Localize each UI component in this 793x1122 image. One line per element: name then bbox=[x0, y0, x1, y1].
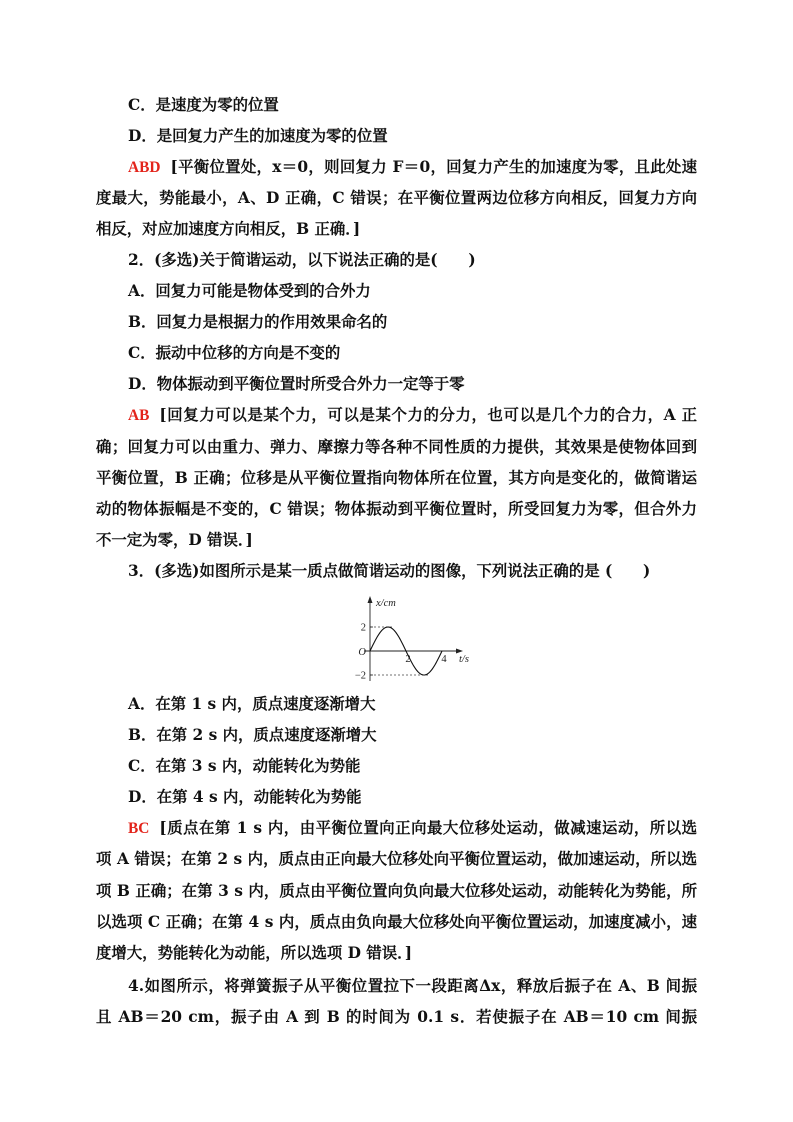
answer-line: 相反，对应加速度方向相反，B 正确．] bbox=[96, 219, 361, 238]
answer-line: 动的物体振幅是不变的，C 错误；物体振动到平衡位置时，所受回复力为零，但合外力 bbox=[96, 499, 697, 518]
x-axis-label: t/s bbox=[459, 653, 469, 665]
y-tick-label: −2 bbox=[354, 670, 366, 681]
x-tick-label: 4 bbox=[441, 653, 447, 665]
answer-line: 平衡位置，B 正确；位移是从平衡位置指向物体所在位置，其方向是变化的，做简谐运 bbox=[96, 468, 697, 487]
option-b: B．回复力是根据力的作用效果命名的 bbox=[128, 313, 388, 332]
answer-line: 以选项 C 正确；在第 4 s 内，质点由负向最大位移处向平衡位置运动，加速度减小，速 bbox=[96, 912, 697, 931]
answer-first-line bbox=[96, 400, 697, 431]
question-stem-continued: 且 AB＝20 cm，振子由 A 到 B 的时间为 0.1 s．若使振子在 AB＝10 cm 间振 bbox=[96, 1008, 697, 1027]
answer-text: [平衡位置处，x＝0，则回复力 F＝0，回复力产生的加速度为零，且此处速 bbox=[170, 157, 697, 176]
answer-first-line bbox=[96, 813, 697, 844]
option-d: D．物体振动到平衡位置时所受合外力一定等于零 bbox=[128, 375, 465, 394]
answer-key: AB bbox=[128, 407, 150, 425]
y-tick-label: 2 bbox=[360, 622, 366, 633]
option-c: C．在第 3 s 内，动能转化为势能 bbox=[128, 757, 361, 776]
answer-line: 度增大，势能转化为动能，所以选项 D 错误．] bbox=[96, 943, 413, 962]
option-b: B．在第 2 s 内，质点速度逐渐增大 bbox=[128, 726, 377, 745]
answer-line: 不一定为零，D 错误．] bbox=[96, 530, 253, 549]
option-a: A．在第 1 s 内，质点速度逐渐增大 bbox=[128, 695, 376, 713]
question-stem: 2．(多选)关于简谐运动，以下说法正确的是( ) bbox=[128, 250, 476, 269]
answer-line: 项 A 错误；在第 2 s 内，质点由正向最大位移处向平衡位置运动，做加速运动，所以选 bbox=[96, 850, 697, 869]
y-axis-label: x/cm bbox=[376, 597, 396, 609]
option-c: C．振动中位移的方向是不变的 bbox=[128, 344, 341, 363]
answer-text: [质点在第 1 s 内，由平衡位置向正向最大位移处运动，做减速运动，所以选 bbox=[159, 819, 697, 838]
answer-key: ABD bbox=[128, 158, 161, 176]
answer-text: [回复力可以是某个力，可以是某个力的分力，也可以是几个力的合力，A 正 bbox=[159, 406, 697, 425]
answer-first-line bbox=[96, 152, 697, 183]
option-a: A．回复力可能是物体受到的合外力 bbox=[128, 282, 371, 301]
x-tick-label: 2 bbox=[405, 653, 411, 665]
figure bbox=[96, 587, 697, 689]
option-d: D．是回复力产生的加速度为零的位置 bbox=[128, 126, 388, 145]
option-d: D．在第 4 s 内，动能转化为势能 bbox=[128, 788, 362, 807]
shm-graph bbox=[340, 592, 480, 684]
option-c: C．是速度为零的位置 bbox=[128, 95, 279, 114]
question-stem: 4.如图所示，将弹簧振子从平衡位置拉下一段距离Δx，释放后振子在 A、B 间振 bbox=[128, 977, 697, 996]
answer-line: 度最大，势能最小，A、D 正确，C 错误；在平衡位置两边位移方向相反，回复力方向 bbox=[96, 188, 697, 207]
answer-line: 项 B 正确；在第 3 s 内，质点由平衡位置向负向最大位移处运动，动能转化为势能，所 bbox=[96, 881, 697, 900]
document-page bbox=[96, 90, 697, 1034]
origin-label: O bbox=[358, 646, 366, 658]
x-axis-arrow bbox=[456, 648, 463, 653]
question-stem: 3．(多选)如图所示是某一质点做简谐运动的图像，下列说法正确的是 ( ) bbox=[128, 561, 651, 580]
answer-key: BC bbox=[128, 820, 150, 838]
y-axis-arrow bbox=[368, 596, 373, 603]
answer-line: 确；回复力可以由重力、弹力、摩擦力等各种不同性质的力提供，其效果是使物体回到 bbox=[96, 437, 697, 456]
